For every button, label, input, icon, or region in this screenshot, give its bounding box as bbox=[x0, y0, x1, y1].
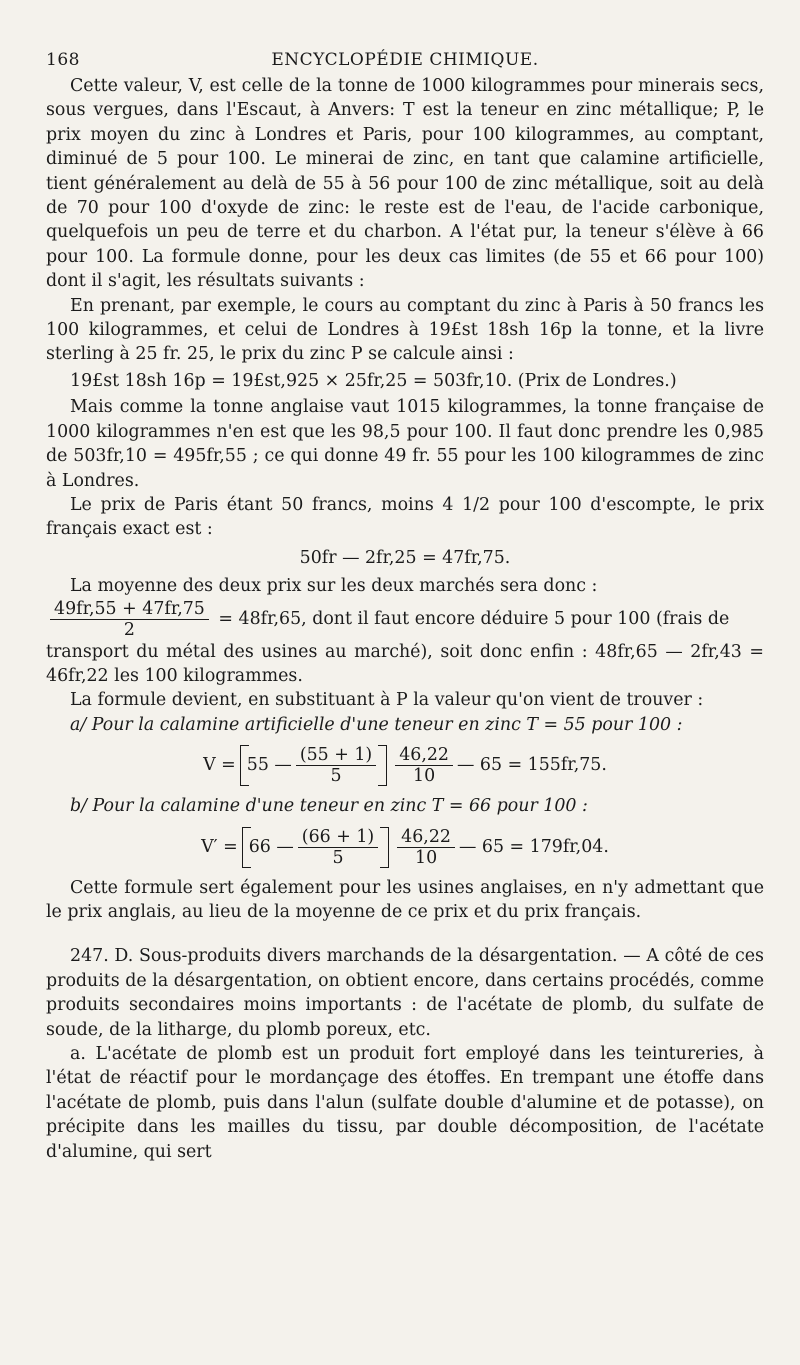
equation-b-inner-left: 66 — bbox=[248, 836, 294, 857]
equation-a-inner-numerator: (55 + 1) bbox=[296, 745, 376, 766]
equation-b-numerator: 46,22 bbox=[397, 827, 455, 848]
moyenne-denominator: 2 bbox=[123, 619, 135, 640]
paragraph-moyenne: La moyenne des deux prix sur les deux marchés sera donc : bbox=[70, 576, 598, 597]
equation-b-tail: — 65 = 179fr,04. bbox=[458, 836, 609, 857]
formula-prix-londres: 19£st 18sh 16p = 19£st,925 × 25fr,25 = 503fr,10. (Prix de Londres.) bbox=[70, 370, 677, 391]
formula-prix-paris: 50fr — 2fr,25 = 47fr,75. bbox=[299, 547, 511, 568]
equation-b-lhs: V′ = bbox=[201, 836, 238, 857]
equation-b-inner-denominator: 5 bbox=[332, 847, 344, 868]
paragraph-tonne-anglaise: Mais comme la tonne anglaise vaut 1015 kilogrammes, la tonne française de 1000 kilogrammes n'en est que les 98,5 pour 100. Il faut donc prendre les 0,985 de 503fr,10 = 495fr,55 ; ce qui donne 49 fr. 55 pour les 100 kilogrammes de zinc à Londres. bbox=[46, 397, 764, 491]
page-header bbox=[46, 44, 764, 74]
equation-a-tail: — 65 = 155fr,75. bbox=[457, 755, 607, 776]
equation-b bbox=[46, 827, 764, 868]
paragraph-prix-londres: En prenant, par exemple, le cours au comptant du zinc à Paris à 50 francs les 100 kilogrammes, et celui de Londres à 19£st 18sh 16p la tonne, et la livre sterling à 25 fr. 25, le prix du zinc P se calcule ainsi : bbox=[46, 295, 764, 365]
formula-moyenne bbox=[46, 599, 764, 640]
paragraph-formule-devient: La formule devient, en substituant à P la valeur qu'on vient de trouver : bbox=[70, 690, 704, 711]
paragraph-sous-produits: 247. D. Sous-produits divers marchands de la désargentation. — A côté de ces produits de la désargentation, on obtient encore, dans certains procédés, comme produits secondaires moins importants : de l'acétate de plomb, du sulfate de soude, de la litharge, du plomb poreux, etc. bbox=[46, 946, 764, 1040]
moyenne-numerator: 49fr,55 + 47fr,75 bbox=[50, 599, 209, 620]
equation-a-lhs: V = bbox=[203, 755, 236, 776]
paragraph-valeur: Cette valeur, V, est celle de la tonne de 1000 kilogrammes pour minerais secs, sous vergues, dans l'Escaut, à Anvers: T est la teneur en zinc métallique; P, le prix moyen du zinc à Londres et Paris, pour 100 kilogrammes, au comptant, diminué de 5 pour 100. Le minerai de zinc, en tant que calamine artificielle, tient généralement au delà de 55 à 56 pour 100 de zinc métallique, soit au delà de 70 pour 100 d'oxyde de zinc: le reste est de l'eau, de l'acide carbonique, quelquefois un peu de terre et du charbon. A l'état pur, la teneur s'élève à 66 pour 100. La formule donne, pour les deux cas limites (de 55 et 66 pour 100) dont il s'agit, les résultats suivants : bbox=[46, 76, 764, 292]
equation-a-fraction bbox=[395, 745, 453, 786]
page-number: 168 bbox=[46, 50, 80, 70]
paragraph-prix-paris: Le prix de Paris étant 50 francs, moins 4 1/2 pour 100 d'escompte, le prix français exact est : bbox=[46, 494, 764, 540]
equation-b-bracket bbox=[242, 827, 389, 868]
equation-a-inner-left: 55 — bbox=[246, 755, 292, 776]
body-text bbox=[46, 74, 764, 1164]
section-gap bbox=[46, 924, 764, 944]
equation-a-denominator: 10 bbox=[413, 766, 436, 787]
moyenne-rest: = 48fr,65, dont il faut encore déduire 5 pour 100 (frais de bbox=[218, 608, 730, 629]
equation-a-numerator: 46,22 bbox=[395, 745, 453, 766]
running-title: ENCYCLOPÉDIE CHIMIQUE. bbox=[271, 50, 539, 70]
equation-a-inner-fraction bbox=[296, 745, 376, 786]
equation-b-denominator: 10 bbox=[415, 847, 438, 868]
paragraph-acetate-plomb: a. L'acétate de plomb est un produit fort employé dans les teintureries, à l'état de réactif pour le mordançage des étoffes. En trempant une étoffe dans l'acétate de plomb, puis dans l'alun (sulfate double d'alumine et de potasse), on précipite dans les mailles du tissu, par double décomposition, de l'acétate d'alumine, qui sert bbox=[46, 1044, 764, 1162]
case-a-heading: a/ Pour la calamine artificielle d'une teneur en zinc T = 55 pour 100 : bbox=[70, 714, 683, 735]
equation-a-bracket bbox=[240, 745, 387, 786]
equation-b-fraction bbox=[397, 827, 455, 868]
equation-b-inner-numerator: (66 + 1) bbox=[298, 827, 378, 848]
equation-a-inner-denominator: 5 bbox=[330, 766, 342, 787]
equation-a bbox=[46, 745, 764, 786]
case-b-heading: b/ Pour la calamine d'une teneur en zinc T = 66 pour 100 : bbox=[70, 796, 588, 817]
paragraph-usines-anglaises: Cette formule sert également pour les usines anglaises, en n'y admettant que le prix anglais, au lieu de la moyenne de ce prix et du prix français. bbox=[46, 877, 764, 922]
moyenne-fraction bbox=[50, 599, 209, 640]
equation-b-inner-fraction bbox=[298, 827, 378, 868]
paragraph-transport: transport du métal des usines au marché), soit donc enfin : 48fr,65 — 2fr,43 = 46fr,22 les 100 kilogrammes. bbox=[46, 641, 764, 686]
